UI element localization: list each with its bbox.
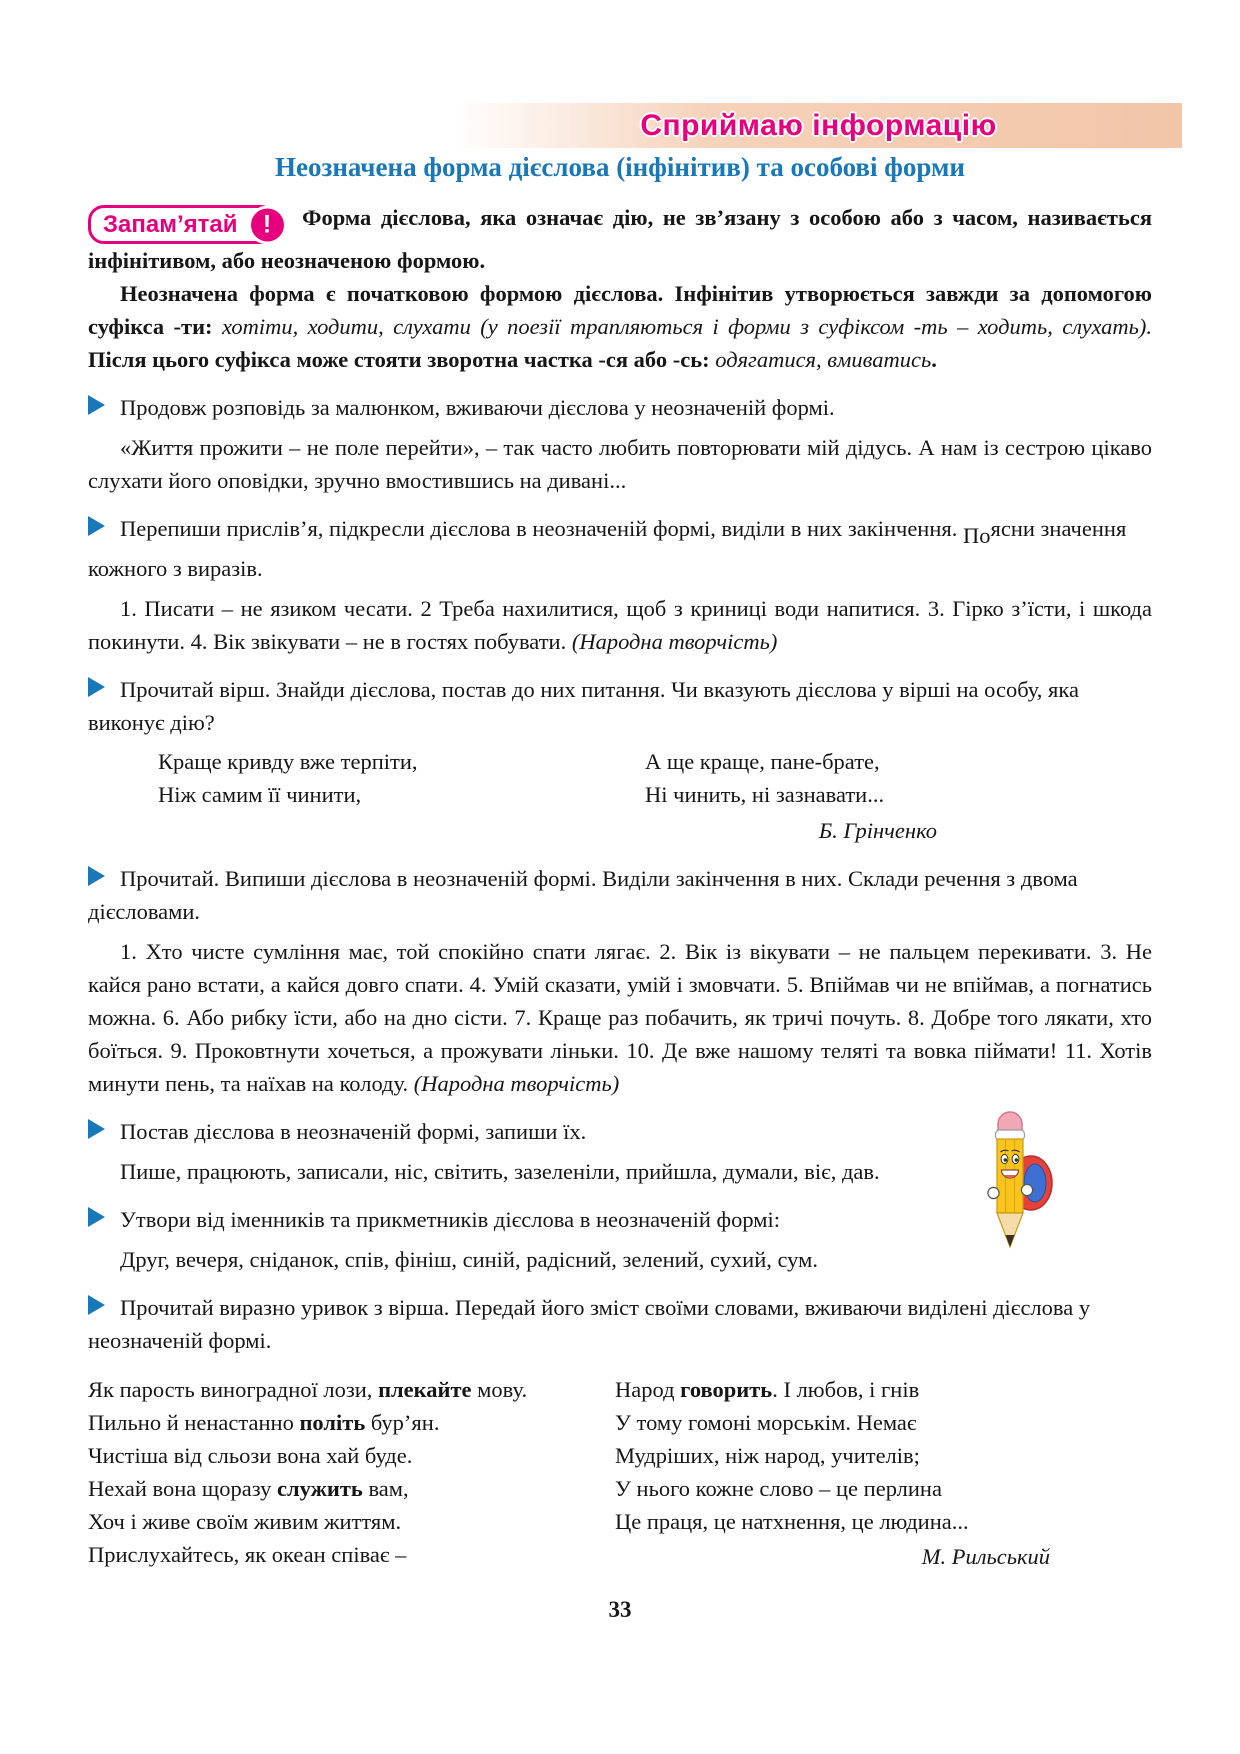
exercise-arrow-icon — [88, 866, 105, 886]
remember-paragraph-1 — [88, 201, 1152, 277]
poem-column-left — [88, 745, 645, 811]
exercise-1-prompt — [88, 391, 1152, 424]
poem-line: А ще краще, пане-брате, — [645, 748, 880, 774]
remember-badge — [88, 205, 277, 244]
exercise-5-body: Пише, працюють, записали, ніс, світить, зазеленіли, прийшла, думали, віє, дав. — [120, 1158, 880, 1184]
section-header-bar — [455, 103, 1182, 148]
remember-paragraph-2: Неозначена форма є початковою формою дієслова. Інфінітив утворюється завжди за допомогою суфікса -ти: хотіти, ходити, слухати (у поезії трапляються і форми з суфіксом -ть – ходить, слухать). Після цього суфікса може стояти зворотна частка -ся або -сь: одягатися, вмиватись. — [88, 281, 1152, 372]
poem-line: Пильно й ненастанно політь бур’ян. — [88, 1409, 440, 1435]
exercise-2 — [88, 512, 1152, 658]
exercise-3 — [88, 673, 1152, 847]
exercise-6-body: Друг, вечеря, сніданок, спів, фініш, синій, радісний, зелений, сухий, сум. — [120, 1246, 818, 1272]
exercise-2-body: 1. Писати – не язиком чесати. 2 Треба нахилитися, щоб з криниці води напитися. 3. Гірко з’їсти, і шкода покинути. 4. Вік звікувати – не в гостях побувати. (Народна творчість) — [88, 595, 1152, 654]
exercise-1 — [88, 391, 1152, 497]
poem-line: У тому гомоні морськім. Немає — [615, 1409, 917, 1435]
exercise-7-prompt-text: Прочитай виразно уривок з вірша. Передай його зміст своїми словами, вживаючи виділені дієслова у неозначеній формі. — [88, 1294, 1091, 1353]
poem-line: У нього кожне слово – це перлина — [615, 1475, 942, 1501]
poem-author: М. Рильський — [921, 1543, 1050, 1569]
exercise-2-prompt-text: Перепиши прислів’я, підкресли дієслова в неозначеній формі, виділи в них закінчення. Поясни значення кожного з виразів. — [88, 516, 1127, 581]
exercise-5-prompt-text: Постав дієслова в неозначеній формі, запиши їх. — [120, 1118, 587, 1144]
poem-column-left — [88, 1373, 615, 1573]
exercise-arrow-icon — [88, 677, 105, 697]
poem-line: Чистіша від сльози вона хай буде. — [88, 1442, 413, 1468]
exercise-6-prompt-text: Утвори від іменників та прикметників дієслова в неозначеній формі: — [120, 1206, 780, 1232]
exercise-arrow-icon — [88, 516, 105, 536]
poem-line: Нехай вона щоразу служить вам, — [88, 1475, 409, 1501]
poem-line: Як парость виноградної лози, плекайте мову. — [88, 1376, 528, 1402]
exercise-7 — [88, 1291, 1152, 1357]
poem-line: Хоч і живе своїм живим життям. — [88, 1508, 402, 1534]
exercise-3-prompt-text: Прочитай вірш. Знайди дієслова, постав до них питання. Чи вказують дієслова у вірші на особу, яка виконує дію? — [88, 676, 1079, 735]
exercise-1-prompt-text: Продовж розповідь за малюнком, вживаючи дієслова у неозначеній формі. — [120, 395, 835, 420]
exercise-2-prompt — [88, 512, 1152, 585]
poem-hrinchenko — [88, 745, 1152, 811]
poem-line: Краще кривду вже терпіти, — [158, 748, 418, 774]
poem-line: Ні чинить, ні зазнавати... — [645, 781, 885, 807]
exclamation-icon: ! — [251, 208, 284, 241]
poem-author: Б. Грінченко — [818, 817, 937, 843]
poem-column-right — [615, 1373, 1152, 1573]
remember-badge-label: Запам’ятай — [103, 211, 238, 238]
poem-line: Це праця, це натхнення, це людина... — [615, 1508, 969, 1534]
exercise-arrow-icon — [88, 1119, 105, 1139]
exercise-arrow-icon — [88, 1207, 105, 1227]
remember-rule-text: Форма дієслова, яка означає дію, не зв’язану з особою або з часом, називається інфінітивом, або неозначеною формою. — [88, 205, 1152, 273]
exercise-4-body: 1. Хто чисте сумління має, той спокійно спати лягає. 2. Вік із вікувати – не пальцем перекивати. 3. Не кайся рано встати, а кайся довго спати. 4. Умій сказати, умій і змовчати. 5. Впіймав чи не впіймав, а погнатись можна. 6. Або рибку їсти, або на дно сісти. 7. Краще раз побачить, як тричі почуть. 8. Добре того лякати, хто боїться. 9. Проковтнути хочеться, а прожувати ліньки. 10. Де вже нашому теляті та вовка піймати! 11. Хотів минути пень, та наїхав на колоду. (Народна творчість) — [88, 938, 1152, 1096]
exercise-arrow-icon — [88, 395, 105, 415]
page-title: Неозначена форма дієслова (інфінітив) та особові форми — [275, 152, 965, 182]
poem-rylsky — [88, 1373, 1152, 1573]
poem-line: Ніж самим її чинити, — [158, 781, 362, 807]
poem-line: Прислухайтесь, як океан співає – — [88, 1541, 407, 1567]
exercise-4-prompt — [88, 862, 1152, 928]
pencil-mascot-illustration — [982, 1107, 1054, 1259]
poem-line: Народ говорить. І любов, і гнів — [615, 1376, 920, 1402]
exercise-1-body: «Життя прожити – не поле перейти», – так часто любить повторювати мій дідусь. А нам із сестрою цікаво слухати його оповідки, зручно вмостившись на дивані... — [88, 435, 1152, 493]
exercise-group-with-mascot — [88, 1115, 1152, 1357]
exercise-arrow-icon — [88, 1295, 105, 1315]
poem-line: Мудріших, ніж народ, учителів; — [615, 1442, 920, 1468]
exercise-4 — [88, 862, 1152, 1100]
section-tab-label: Сприймаю інформацію — [640, 108, 997, 142]
page-number: 33 — [608, 1596, 632, 1622]
remember-block — [88, 201, 1152, 376]
exercise-4-prompt-text: Прочитай. Випиши дієслова в неозначеній формі. Виділи закінчення в них. Склади речення з двома дієсловами. — [88, 865, 1078, 924]
exercise-7-prompt — [88, 1291, 1152, 1357]
poem-column-right — [645, 745, 1152, 811]
exercise-3-prompt — [88, 673, 1152, 739]
